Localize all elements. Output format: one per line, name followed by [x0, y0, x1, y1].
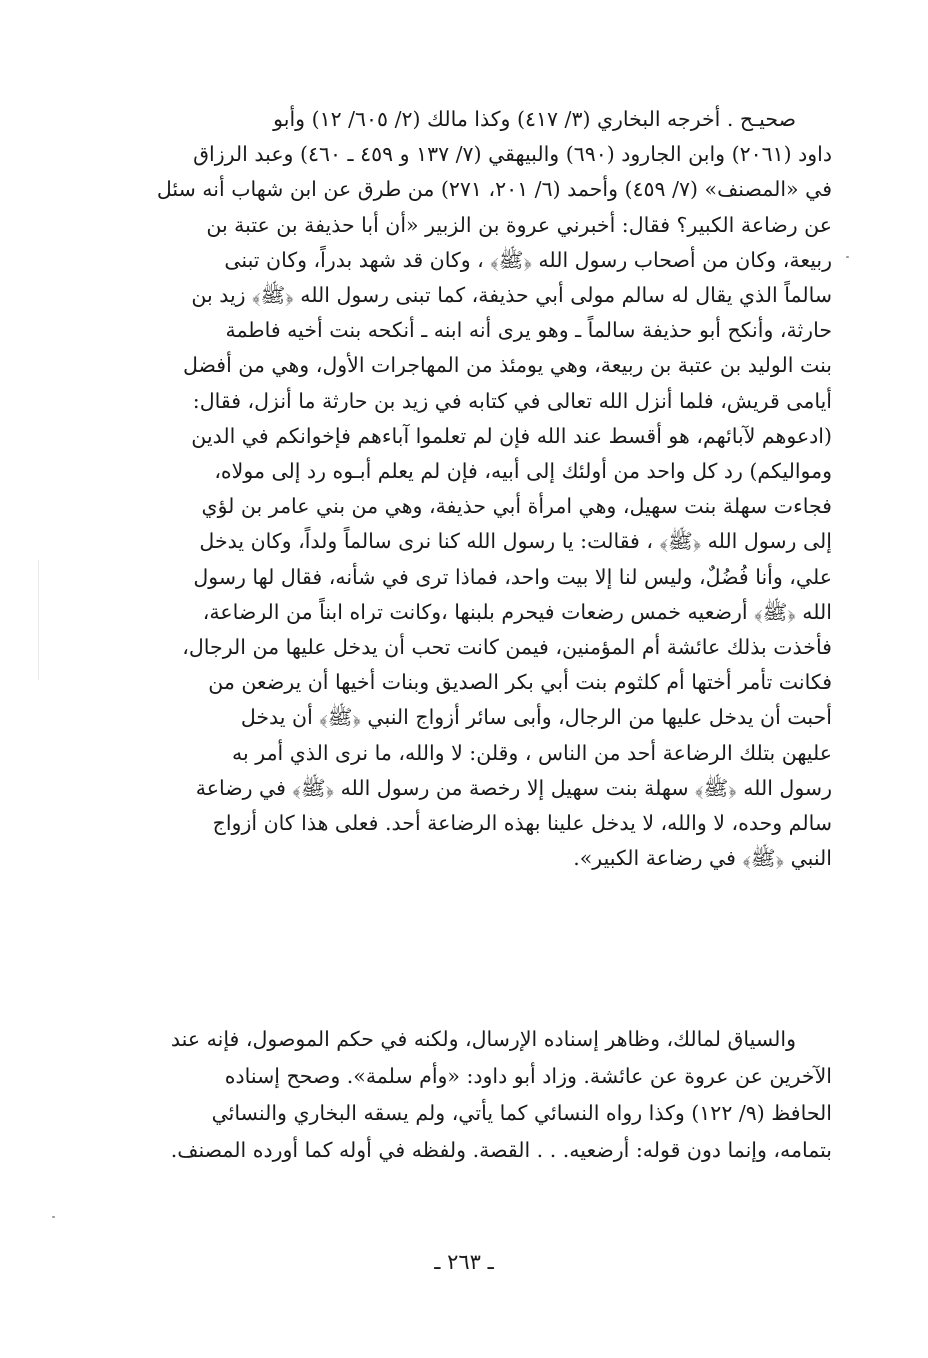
text-line: بنت الوليد بن عتبة بن ربيعة، وهي يومئذ من المهاجرات الأول، وهي من أفضل: [182, 353, 832, 378]
text-line: النبي ﴿ﷺ﴾ في رضاعة الكبير».: [573, 846, 832, 871]
text-line: عليهن بتلك الرضاعة أحد من الناس ، وقلن: لا والله، ما نرى الذي أمر به: [232, 740, 832, 765]
text-line: الحافظ (٩/ ١٢٢) وكذا رواه النسائي كما يأتي، ولم يسقه البخاري والنسائي: [211, 1101, 832, 1125]
scan-speck: [52, 1216, 55, 1218]
commentary-paragraph: [70, 1021, 832, 1169]
text-line: أيامى قريش، فلما أنزل الله تعالى في كتابه في زيد بن حارثة ما أنزل، فقال:: [192, 388, 832, 413]
text-line: ومواليكم) رد كل واحد من أولئك إلى أبيه، فإن لم يعلم أبـوه رد إلى مولاه،: [214, 459, 832, 484]
text-line: صحيـح . أخرجه البخاري (٣/ ٤١٧) وكذا مالك (٢/ ٦٠٥/ ١٢) وأبو: [273, 107, 796, 131]
hadith-paragraph: [70, 102, 832, 876]
scan-speck: [846, 256, 849, 258]
text-line: فأخذت بذلك عائشة أم المؤمنين، فيمن كانت تحب أن يدخل عليها من الرجال،: [182, 635, 832, 660]
text-line: (ادعوهم لآبائهم، هو أقسط عند الله فإن لم تعلموا آباءهم فإخوانكم في الدين: [191, 423, 832, 448]
text-line: ربيعة، وكان من أصحاب رسول الله ﴿ﷺ﴾ ، وكان قد شهد بدراً، وكان تبنى: [224, 247, 832, 272]
text-line: رسول الله ﴿ﷺ﴾ سهلة بنت سهيل إلا رخصة من رسول الله ﴿ﷺ﴾ في رضاعة: [195, 775, 832, 800]
text-line: الله ﴿ﷺ﴾ أرضعيه خمس رضعات فيحرم بلبنها ،وكانت تراه ابناً من الرضاعة،: [202, 599, 832, 624]
text-line: علي، وأنا فُضُلٌ، وليس لنا إلا بيت واحد، فماذا ترى في شأنه، فقال لها رسول: [193, 564, 832, 589]
text-line: سالم وحده، لا والله، لا يدخل علينا بهذه الرضاعة أحد. فعلى هذا كان أزواج: [212, 811, 832, 836]
text-line: أحبت أن يدخل عليها من الرجال، وأبى سائر أزواج النبي ﴿ﷺ﴾ أن يدخل: [240, 705, 832, 730]
text-line: سالماً الذي يقال له سالم مولى أبي حذيفة، كما تبنى رسول الله ﴿ﷺ﴾ زيد بن: [191, 283, 832, 308]
text-line: فكانت تأمر أختها أم كلثوم بنت أبي بكر الصديق وبنات أخيها أن يرضعن من: [208, 670, 832, 695]
text-line: داود (٢٠٦١) وابن الجارود (٦٩٠) والبيهقي (٧/ ١٣٧ و ٤٥٩ ـ ٤٦٠) وعبد الرزاق: [193, 142, 832, 167]
text-line: والسياق لمالك، وظاهر إسناده الإرسال، ولكنه في حكم الموصول، فإنه عند: [170, 1027, 796, 1051]
text-line: في «المصنف» (٧/ ٤٥٩) وأحمد (٦/ ٢٠١، ٢٧١) من طرق عن ابن شهاب أنه سئل: [156, 177, 832, 202]
text-line: فجاءت سهلة بنت سهيل، وهي امرأة أبي حذيفة، وهي من بني عامر بن لؤي: [201, 494, 832, 519]
text-line: عن رضاعة الكبير؟ فقال: أخبرني عروة بن الزبير «أن أبا حذيفة بن عتبة بن: [206, 212, 832, 237]
page-number: ـ ٢٦٣ ـ: [434, 1250, 494, 1274]
text-line: حارثة، وأنكح أبو حذيفة سالماً ـ وهو يرى أنه ابنه ـ أنكحه بنت أخيه فاطمة: [225, 318, 832, 343]
text-line: بتمامه، وإنما دون قوله: أرضعيه. . . القصة. ولفظه في أوله كما أورده المصنف.: [170, 1138, 832, 1162]
text-line: إلى رسول الله ﴿ﷺ﴾ ، فقالت: يا رسول الله كنا نرى سالماً ولداً، وكان يدخل: [199, 529, 832, 554]
text-line: الآخرين عن عروة عن عائشة. وزاد أبو داود: «وأم سلمة». وصحح إسناده: [224, 1064, 832, 1088]
scan-edge-mark: [38, 560, 39, 680]
